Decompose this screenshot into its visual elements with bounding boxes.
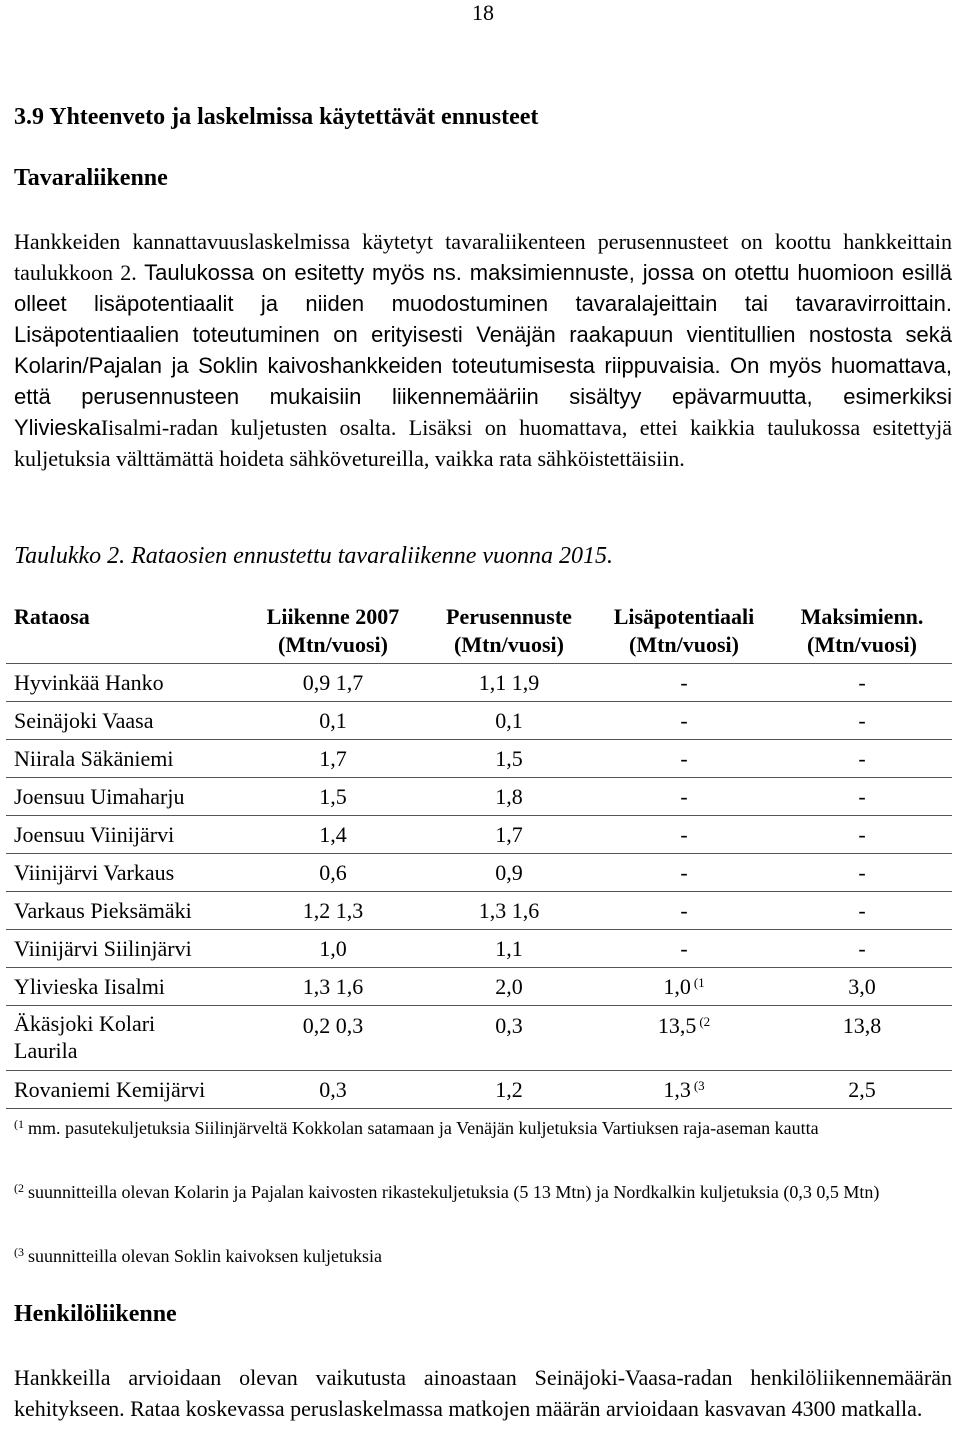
cell-section: Seinäjoki Vaasa bbox=[6, 702, 244, 740]
cell-traffic-2007: 1,2 1,3 bbox=[244, 892, 422, 930]
cell-section: Hyvinkää Hanko bbox=[6, 664, 244, 702]
footnote bbox=[14, 1180, 952, 1207]
cell-base-forecast: 1,1 bbox=[422, 930, 596, 968]
cell-section-line2: Laurila bbox=[14, 1038, 78, 1063]
cell-traffic-2007: 0,2 0,3 bbox=[244, 1006, 422, 1071]
cell-max-forecast: - bbox=[772, 816, 952, 854]
section-title: 3.9 Yhteenveto ja laskelmissa käytettävät ennusteet bbox=[14, 104, 539, 130]
header-traffic-2007: Liikenne 2007 (Mtn/vuosi) bbox=[266, 604, 400, 657]
footnote-marker: (1 bbox=[14, 1117, 24, 1131]
footnote-ref: (1 bbox=[693, 975, 705, 990]
footnote-text: suunnitteilla olevan Kolarin ja Pajalan kaivosten rikastekuljetuksia (5 13 Mtn) ja Nordkalkin kuljetuksia (0,3 0,5 Mtn) bbox=[28, 1182, 880, 1202]
footnote-marker: (2 bbox=[14, 1181, 24, 1195]
cell-base-forecast: 1,2 bbox=[422, 1071, 596, 1109]
cell-traffic-2007: 1,5 bbox=[244, 778, 422, 816]
cell-traffic-2007: 1,7 bbox=[244, 740, 422, 778]
cell-max-forecast: - bbox=[772, 664, 952, 702]
table-row bbox=[6, 854, 952, 892]
table-row bbox=[6, 702, 952, 740]
cell-additional-potential: - bbox=[596, 740, 772, 778]
cell-section-line1: Äkäsjoki Kolari bbox=[14, 1011, 156, 1036]
table-row bbox=[6, 1071, 952, 1109]
cell-max-forecast: - bbox=[772, 892, 952, 930]
cell-base-forecast: 1,8 bbox=[422, 778, 596, 816]
freight-paragraph bbox=[14, 226, 952, 474]
table-row bbox=[6, 664, 952, 702]
cell-max-forecast: 3,0 bbox=[772, 968, 952, 1006]
cell-additional-potential: - bbox=[596, 664, 772, 702]
cell-additional-potential bbox=[596, 1071, 772, 1109]
cell-traffic-2007: 0,1 bbox=[244, 702, 422, 740]
cell-section: Viinijärvi Siilinjärvi bbox=[6, 930, 244, 968]
header-base-forecast: Perusennuste (Mtn/vuosi) bbox=[446, 604, 572, 657]
cell-section bbox=[6, 1006, 244, 1071]
footnote bbox=[14, 1244, 952, 1271]
passenger-paragraph: Hankkeilla arvioidaan olevan vaikutusta ainoastaan Seinäjoki-Vaasa-radan henkilöliikennemäärän kehitykseen. Rataa koskevassa peruslaskelmassa matkojen määrän arvioidaan kasvavan 4300 matkalla. bbox=[14, 1365, 952, 1421]
cell-additional-potential: - bbox=[596, 930, 772, 968]
table-header-row bbox=[6, 603, 952, 664]
table-row bbox=[6, 778, 952, 816]
cell-max-forecast: - bbox=[772, 740, 952, 778]
cell-base-forecast: 0,9 bbox=[422, 854, 596, 892]
cell-base-forecast: 1,7 bbox=[422, 816, 596, 854]
table-caption: Taulukko 2. Rataosien ennustettu tavaraliikenne vuonna 2015. bbox=[14, 543, 614, 569]
cell-section: Niirala Säkäniemi bbox=[6, 740, 244, 778]
header-additional-potential: Lisäpotentiaali (Mtn/vuosi) bbox=[613, 604, 755, 657]
cell-additional-potential: - bbox=[596, 854, 772, 892]
freight-paragraph-part1: Hankkeiden kannattavuuslaskelmissa käytetyt tavaraliikenteen perusennusteet on koottu hankkeittain taulukkoon 2. bbox=[14, 229, 952, 285]
cell-base-forecast: 0,1 bbox=[422, 702, 596, 740]
cell-max-forecast: 13,8 bbox=[772, 1006, 952, 1071]
cell-section: Joensuu Uimaharju bbox=[6, 778, 244, 816]
cell-section: Viinijärvi Varkaus bbox=[6, 854, 244, 892]
cell-additional-potential bbox=[596, 1006, 772, 1071]
cell-traffic-2007: 1,3 1,6 bbox=[244, 968, 422, 1006]
cell-value: 13,5 bbox=[657, 1013, 697, 1038]
freight-heading: Tavaraliikenne bbox=[14, 165, 168, 191]
passenger-heading: Henkilöliikenne bbox=[14, 1301, 177, 1327]
table-row bbox=[6, 892, 952, 930]
cell-section: Ylivieska Iisalmi bbox=[6, 968, 244, 1006]
cell-additional-potential: - bbox=[596, 702, 772, 740]
cell-traffic-2007: 1,4 bbox=[244, 816, 422, 854]
cell-base-forecast: 1,5 bbox=[422, 740, 596, 778]
cell-traffic-2007: 0,6 bbox=[244, 854, 422, 892]
footnote-ref: (2 bbox=[699, 1014, 711, 1029]
page-number: 18 bbox=[472, 0, 494, 25]
cell-base-forecast: 1,1 1,9 bbox=[422, 664, 596, 702]
cell-base-forecast: 0,3 bbox=[422, 1006, 596, 1071]
freight-forecast-table bbox=[6, 603, 952, 1109]
cell-section: Rovaniemi Kemijärvi bbox=[6, 1071, 244, 1109]
cell-max-forecast: - bbox=[772, 778, 952, 816]
cell-max-forecast: - bbox=[772, 930, 952, 968]
footnote-ref: (3 bbox=[693, 1078, 705, 1093]
freight-paragraph-part3: Iisalmi-radan kuljetusten osalta. bbox=[100, 415, 409, 440]
table-row bbox=[6, 1006, 952, 1071]
table-row bbox=[6, 968, 952, 1006]
table-row bbox=[6, 930, 952, 968]
header-section: Rataosa bbox=[14, 604, 90, 629]
footnote-marker: (3 bbox=[14, 1245, 24, 1259]
cell-traffic-2007: 0,9 1,7 bbox=[244, 664, 422, 702]
header-max-forecast: Maksimienn. (Mtn/vuosi) bbox=[800, 604, 924, 657]
cell-max-forecast: 2,5 bbox=[772, 1071, 952, 1109]
freight-paragraph-part4: Lisäksi on huomattava, ettei kaikkia taulukossa esitettyjä kuljetuksia välttämättä hoideta sähkövetureilla, vaikka rata sähköistettäisiin. bbox=[14, 415, 952, 471]
cell-value: 1,3 bbox=[663, 1077, 691, 1102]
table-row bbox=[6, 740, 952, 778]
cell-value: 1,0 bbox=[663, 974, 691, 999]
cell-section: Joensuu Viinijärvi bbox=[6, 816, 244, 854]
footnote-text: suunnitteilla olevan Soklin kaivoksen kuljetuksia bbox=[28, 1246, 382, 1266]
cell-additional-potential: - bbox=[596, 778, 772, 816]
cell-base-forecast: 2,0 bbox=[422, 968, 596, 1006]
cell-max-forecast: - bbox=[772, 854, 952, 892]
footnote-text: mm. pasutekuljetuksia Siilinjärveltä Kokkolan satamaan ja Venäjän kuljetuksia Vartiuksen raja-aseman kautta bbox=[28, 1118, 819, 1138]
cell-base-forecast: 1,3 1,6 bbox=[422, 892, 596, 930]
table-row bbox=[6, 816, 952, 854]
cell-additional-potential: - bbox=[596, 816, 772, 854]
cell-additional-potential: - bbox=[596, 892, 772, 930]
cell-section: Varkaus Pieksämäki bbox=[6, 892, 244, 930]
freight-paragraph-part2: Taulukossa on esitetty myös ns. maksimiennuste, jossa on otettu huomioon esillä olleet lisäpotentiaalit ja niiden muodostuminen tavaralajeittain tai tavaravirroittain. Lisäpotentiaalien toteutuminen on erityisesti Venäjän raakapuun vientitullien nostosta sekä Kolarin/Pajalan ja Soklin kaivoshankkeiden toteutumisesta riippuvaisia. On myös huomattava, että perusennusteen mukaisiin liikennemääriin sisältyy epävarmuutta, esimerkiksi Ylivieska bbox=[14, 260, 952, 440]
cell-traffic-2007: 1,0 bbox=[244, 930, 422, 968]
footnote bbox=[14, 1116, 952, 1143]
cell-max-forecast: - bbox=[772, 702, 952, 740]
cell-additional-potential bbox=[596, 968, 772, 1006]
cell-traffic-2007: 0,3 bbox=[244, 1071, 422, 1109]
